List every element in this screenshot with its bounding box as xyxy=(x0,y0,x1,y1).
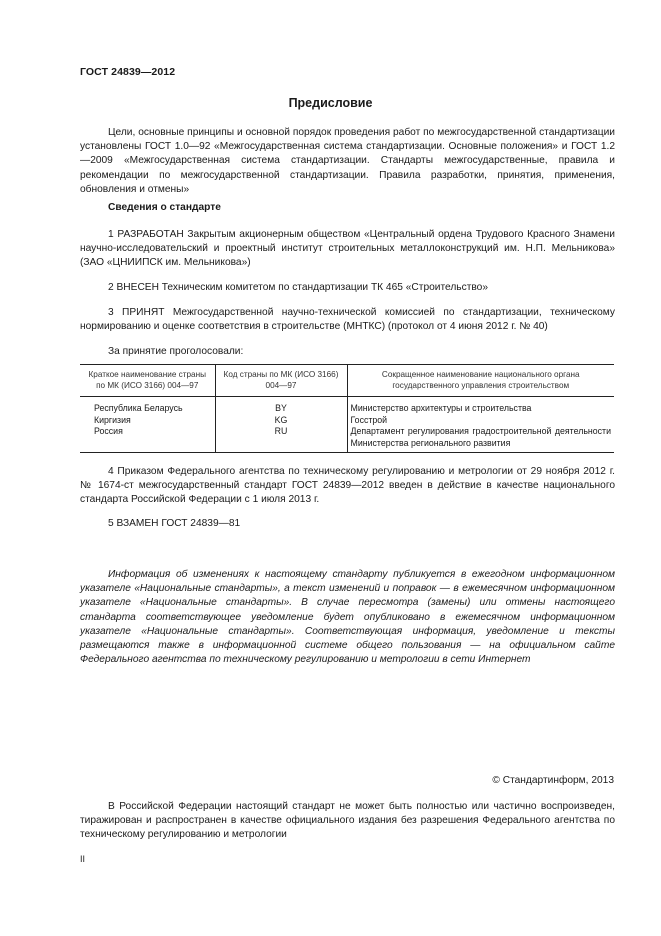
header-body: Сокращенное наименование национального органа государственного управления строительством xyxy=(347,365,614,397)
page-number: II xyxy=(80,854,86,864)
item-2 xyxy=(80,281,615,295)
body-cell: Госстрой xyxy=(347,415,614,427)
item-2-text: 2 ВНЕСЕН Техническим комитетом по стандартизации ТК 465 «Строительство» xyxy=(108,282,488,293)
country-cell: Киргизия xyxy=(94,414,131,425)
code-cell: KG xyxy=(215,415,347,427)
header-country: Краткое наименование страны по МК (ИСО 3166) 004—97 xyxy=(80,365,215,397)
copyright: © Стандартинформ, 2013 xyxy=(492,775,614,786)
item-3-text: 3 ПРИНЯТ Межгосударственной научно-технической комиссией по стандартизации, техническому нормированию и оценке соответствия в строительстве (МНТКС) (протокол от 4 июня 2012 г. № 40) xyxy=(80,307,615,333)
item-5 xyxy=(80,517,615,531)
item-4 xyxy=(80,465,615,508)
item-1 xyxy=(80,228,615,271)
voted-label: За принятие проголосовали: xyxy=(108,346,244,357)
item-4-text: 4 Приказом Федерального агентства по техническому регулированию и метрологии от 29 ноября 2012 г. № 1674-ст межгосударственный стандарт ГОСТ 24839—2012 введен в действие в качестве национального стандарта Российской Федерации с 1 июля 2013 г. xyxy=(80,466,615,506)
rights-notice xyxy=(80,800,615,843)
country-cell: Россия xyxy=(80,426,215,453)
info-notice xyxy=(80,568,615,667)
doc-code-header: ГОСТ 24839—2012 xyxy=(80,66,176,78)
info-notice-text: Информация об изменениях к настоящему стандарту публикуется в ежегодном информационном указателе «Национальные стандарты», а текст изменений и поправок — в ежемесячном информационном указателе «Национальные стандарты». В случае пересмотра (замены) или отмены настоящего стандарта соответствующее уведомление будет опубликовано в ежемесячном информационном указателе «Национальные стандарты». Соответствующая информация, уведомление и тексты размещаются также в информационной системе общего пользования — на официальном сайте Федерального агентства по техническому регулированию и метрологии в сети Интернет xyxy=(80,569,615,666)
table-row xyxy=(80,397,614,415)
vote-table xyxy=(80,364,614,453)
country-cell: Республика Беларусь xyxy=(94,403,183,413)
intro-paragraph xyxy=(80,126,615,197)
body-cell: Министерство архитектуры и строительства xyxy=(347,397,614,415)
rights-notice-text: В Российской Федерации настоящий стандарт не может быть полностью или частично воспроизведен, тиражирован и распространен в качестве официального издания без разрешения Федерального агентства по техническому регулированию и метрологии xyxy=(80,801,615,841)
table-row xyxy=(80,415,614,427)
code-cell: RU xyxy=(215,426,347,453)
item-3 xyxy=(80,306,615,334)
body-cell: Департамент регулирования градостроительной деятельности Министерства регионального развития xyxy=(347,426,614,453)
intro-text: Цели, основные принципы и основной порядок проведения работ по межгосударственной стандартизации установлены ГОСТ 1.0—92 «Межгосударственная система стандартизации. Основные положения» и ГОСТ 1.2—2009 «Межгосударственная система стандартизации. Стандарты межгосударственные, правила и рекомендации по межгосударственной стандартизации. Правила разработки, принятия, применения, обновления и отмены» xyxy=(80,127,615,195)
page-title: Предисловие xyxy=(288,96,373,110)
header-code: Код страны по МК (ИСО 3166) 004—97 xyxy=(215,365,347,397)
section-subtitle: Сведения о стандарте xyxy=(108,202,221,213)
code-cell: BY xyxy=(215,397,347,415)
table-row xyxy=(80,426,614,453)
vote-table-header-row xyxy=(80,365,614,397)
item-5-text: 5 ВЗАМЕН ГОСТ 24839—81 xyxy=(108,518,241,529)
item-1-text: 1 РАЗРАБОТАН Закрытым акционерным обществом «Центральный ордена Трудового Красного Знамени научно-исследовательский и проектный институт строительных металлоконструкций им. Н.П. Мельникова» (ЗАО «ЦНИИПСК им. Мельникова») xyxy=(80,229,615,269)
